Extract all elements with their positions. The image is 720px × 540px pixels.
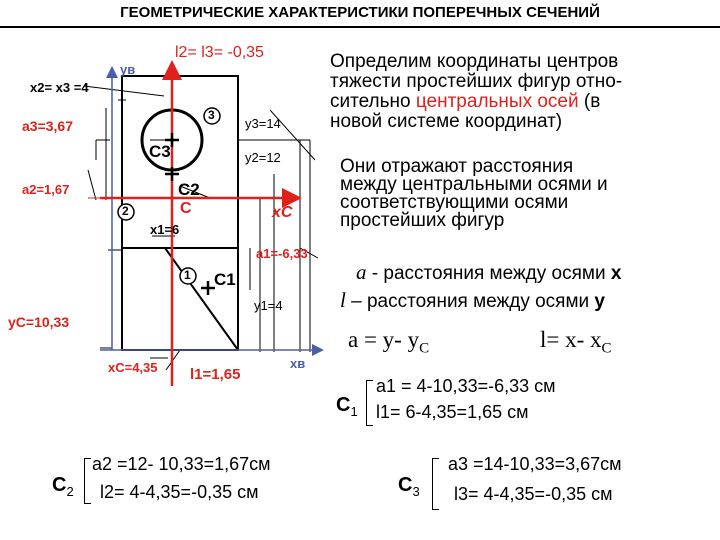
label-central-x-axis: xC bbox=[272, 204, 293, 221]
result-c1-a: a1 = 4-10,33=-6,33 см bbox=[376, 376, 556, 396]
a-symbol: a bbox=[356, 260, 367, 284]
label-x1: x1=6 bbox=[150, 222, 180, 237]
intro-line-4: новой системе координат) bbox=[330, 111, 563, 132]
explanation-line-2: между центральными осями и bbox=[340, 174, 608, 195]
result-c3-l: l3= 4-4,35=-0,35 см bbox=[454, 484, 613, 504]
l-symbol: l bbox=[340, 288, 346, 312]
result-c2-a: a2 =12- 10,33=1,67см bbox=[92, 454, 271, 474]
intro-line-3-end: (в bbox=[578, 91, 601, 112]
page-title: ГЕОМЕТРИЧЕСКИЕ ХАРАКТЕРИСТИКИ ПОПЕРЕЧНЫХ СЕЧЕНИЙ bbox=[120, 4, 600, 21]
explanation-line-4: простейших фигур bbox=[340, 210, 505, 231]
explanation-paragraph bbox=[340, 158, 608, 230]
intro-line-1: Определим координаты центров bbox=[330, 51, 619, 72]
label-c1: C1 bbox=[214, 270, 236, 289]
result-c2-letter: C bbox=[52, 474, 67, 496]
a-definition-axis: x bbox=[610, 263, 622, 284]
result-c1-l: l1= 6-4,35=1,65 см bbox=[376, 402, 529, 422]
label-x2-x3: x2= x3 =4 bbox=[30, 80, 89, 95]
result-c3-a: a3 =14-10,33=3,67см bbox=[448, 454, 622, 474]
label-base-x-axis: xв bbox=[290, 356, 306, 371]
formula-l-main: l= x- x bbox=[540, 327, 602, 352]
result-c2-label bbox=[52, 474, 74, 499]
label-c3: C3 bbox=[149, 142, 171, 161]
l-definition-axis: y bbox=[594, 291, 605, 312]
explanation-line-1: Они отражают расстояния bbox=[340, 156, 574, 177]
result-c3-letter: C bbox=[398, 474, 413, 496]
formula-a-sub: C bbox=[419, 340, 430, 357]
result-c3-index: 3 bbox=[412, 484, 420, 499]
label-y2: y2=12 bbox=[245, 150, 281, 165]
label-a3: a3=3,67 bbox=[22, 118, 73, 134]
explanation-line-3: соответствующими осями bbox=[340, 192, 569, 213]
result-c1-brace bbox=[366, 380, 373, 426]
label-yc: yC=10,33 bbox=[8, 314, 70, 330]
formula-a bbox=[348, 327, 429, 358]
label-centroid-c: C bbox=[180, 200, 192, 217]
figure-number-3: 3 bbox=[208, 108, 215, 122]
label-l2-l3: l2= l3= -0,35 bbox=[175, 44, 264, 61]
a-definition-text: - расстояния между осями bbox=[366, 263, 611, 284]
result-c1-letter: C bbox=[336, 394, 351, 416]
result-c1-index: 1 bbox=[350, 404, 358, 419]
result-c2-brace bbox=[84, 458, 91, 504]
formula-l-sub: C bbox=[601, 340, 612, 357]
result-c3-brace bbox=[432, 458, 439, 510]
label-c2: C2 bbox=[178, 180, 200, 199]
label-y1: y1=4 bbox=[254, 298, 283, 313]
a-definition bbox=[356, 260, 621, 285]
label-xc-value: xC=4,35 bbox=[108, 360, 158, 375]
label-l1: l1=1,65 bbox=[190, 366, 241, 383]
result-c2-index: 2 bbox=[66, 484, 74, 499]
formula-a-main: a = y- y bbox=[348, 327, 420, 352]
result-c1-label bbox=[336, 394, 358, 419]
l-definition bbox=[340, 288, 605, 313]
intro-paragraph bbox=[330, 52, 622, 132]
label-a1: a1=-6,33 bbox=[256, 246, 308, 261]
result-c3-label bbox=[398, 474, 420, 499]
figure-number-1: 1 bbox=[184, 268, 191, 282]
figure-number-2: 2 bbox=[122, 204, 129, 218]
central-axes-term: центральных осей bbox=[415, 91, 579, 112]
intro-line-3-start: сительно bbox=[330, 91, 416, 112]
label-base-y-axis: yв bbox=[120, 62, 136, 77]
result-c2-l: l2= 4-4,35=-0,35 см bbox=[100, 482, 259, 502]
label-y3: y3=14 bbox=[245, 116, 281, 131]
label-a2: a2=1,67 bbox=[22, 182, 70, 197]
intro-line-3 bbox=[330, 92, 622, 112]
formula-l bbox=[540, 327, 612, 358]
intro-line-2: тяжести простейших фигур отно- bbox=[330, 71, 623, 92]
l-definition-text: – расстояния между осями bbox=[345, 291, 595, 312]
